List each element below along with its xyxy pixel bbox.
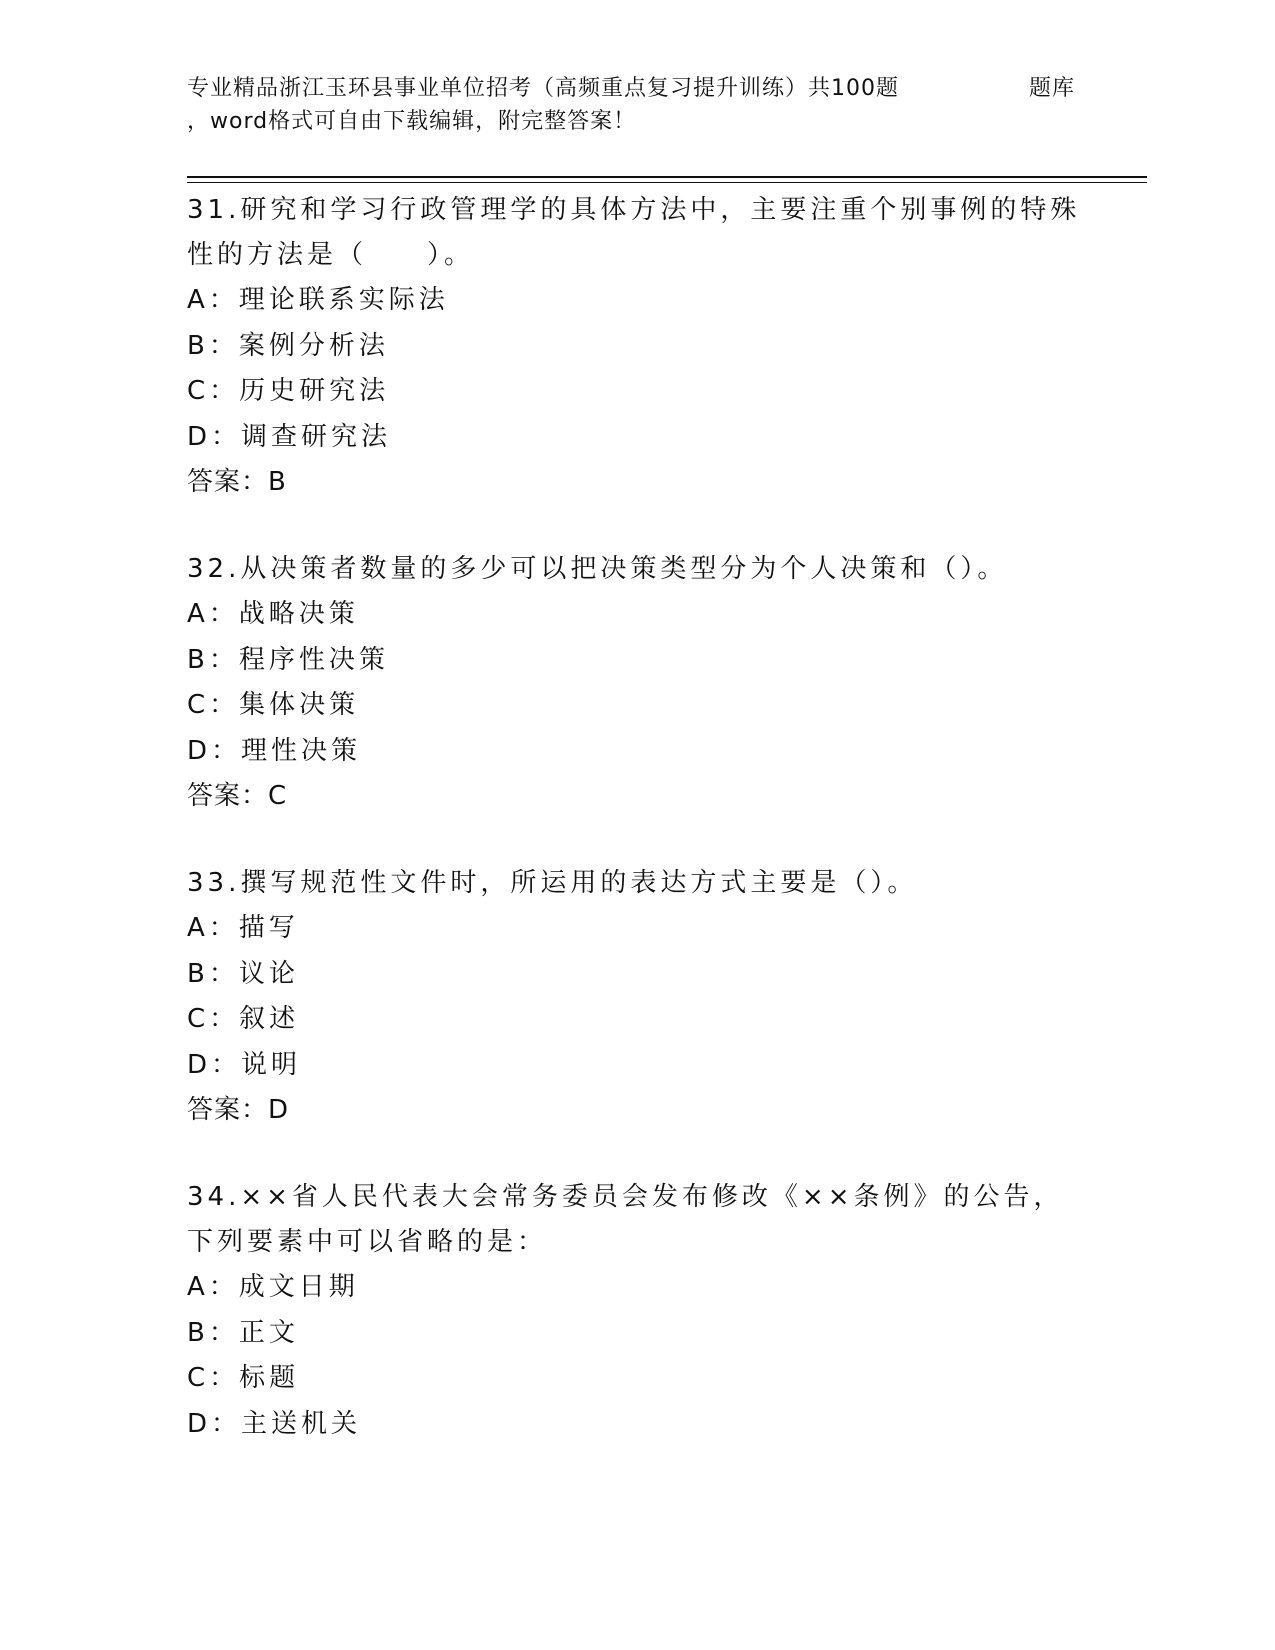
option-b: B：正文 — [187, 1317, 299, 1348]
option-c: C：叙述 — [187, 1004, 300, 1034]
option-b: B：案例分析法 — [187, 330, 389, 361]
question-33 — [187, 861, 1087, 1133]
header-right-label: 题库 — [1029, 76, 1076, 101]
answer: 答案：B — [187, 467, 287, 497]
answer: 答案：C — [187, 781, 288, 811]
page-header — [187, 72, 1147, 138]
option-c: C：历史研究法 — [187, 376, 390, 406]
header-divider-thin — [187, 182, 1147, 183]
option-b: B：议论 — [187, 958, 299, 989]
option-b: B：程序性决策 — [187, 644, 389, 675]
question-34 — [187, 1175, 1087, 1447]
header-line-2: ，word格式可自由下载编辑，附完整答案！ — [187, 109, 637, 134]
option-c: C：集体决策 — [187, 690, 360, 720]
answer: 答案：D — [187, 1095, 290, 1125]
question-31 — [187, 188, 1087, 505]
header-line-1 — [187, 72, 1147, 105]
option-a: A：成文日期 — [187, 1272, 359, 1302]
option-d: D：理性决策 — [187, 735, 362, 766]
header-divider-thick — [187, 176, 1147, 178]
question-text: 31.研究和学习行政管理学的具体方法中，主要注重个别事例的特殊性的方法是（ ）。 — [187, 195, 1081, 270]
question-32 — [187, 547, 1087, 819]
option-d: D：说明 — [187, 1049, 302, 1080]
option-c: C：标题 — [187, 1363, 300, 1393]
question-text: 32.从决策者数量的多少可以把决策类型分为个人决策和（）。 — [187, 554, 1008, 584]
option-d: D：主送机关 — [187, 1408, 362, 1439]
header-title: 专业精品浙江玉环县事业单位招考（高频重点复习提升训练）共100题 — [187, 76, 899, 101]
option-a: A：理论联系实际法 — [187, 285, 449, 315]
question-list — [187, 188, 1087, 1489]
question-text: 34.××省人民代表大会常务委员会发布修改《××条例》的公告，下列要素中可以省略的是： — [187, 1182, 1064, 1257]
question-text: 33.撰写规范性文件时，所运用的表达方式主要是（）。 — [187, 868, 918, 898]
option-a: A：战略决策 — [187, 599, 359, 629]
option-a: A：描写 — [187, 913, 299, 943]
option-d: D：调查研究法 — [187, 421, 392, 452]
